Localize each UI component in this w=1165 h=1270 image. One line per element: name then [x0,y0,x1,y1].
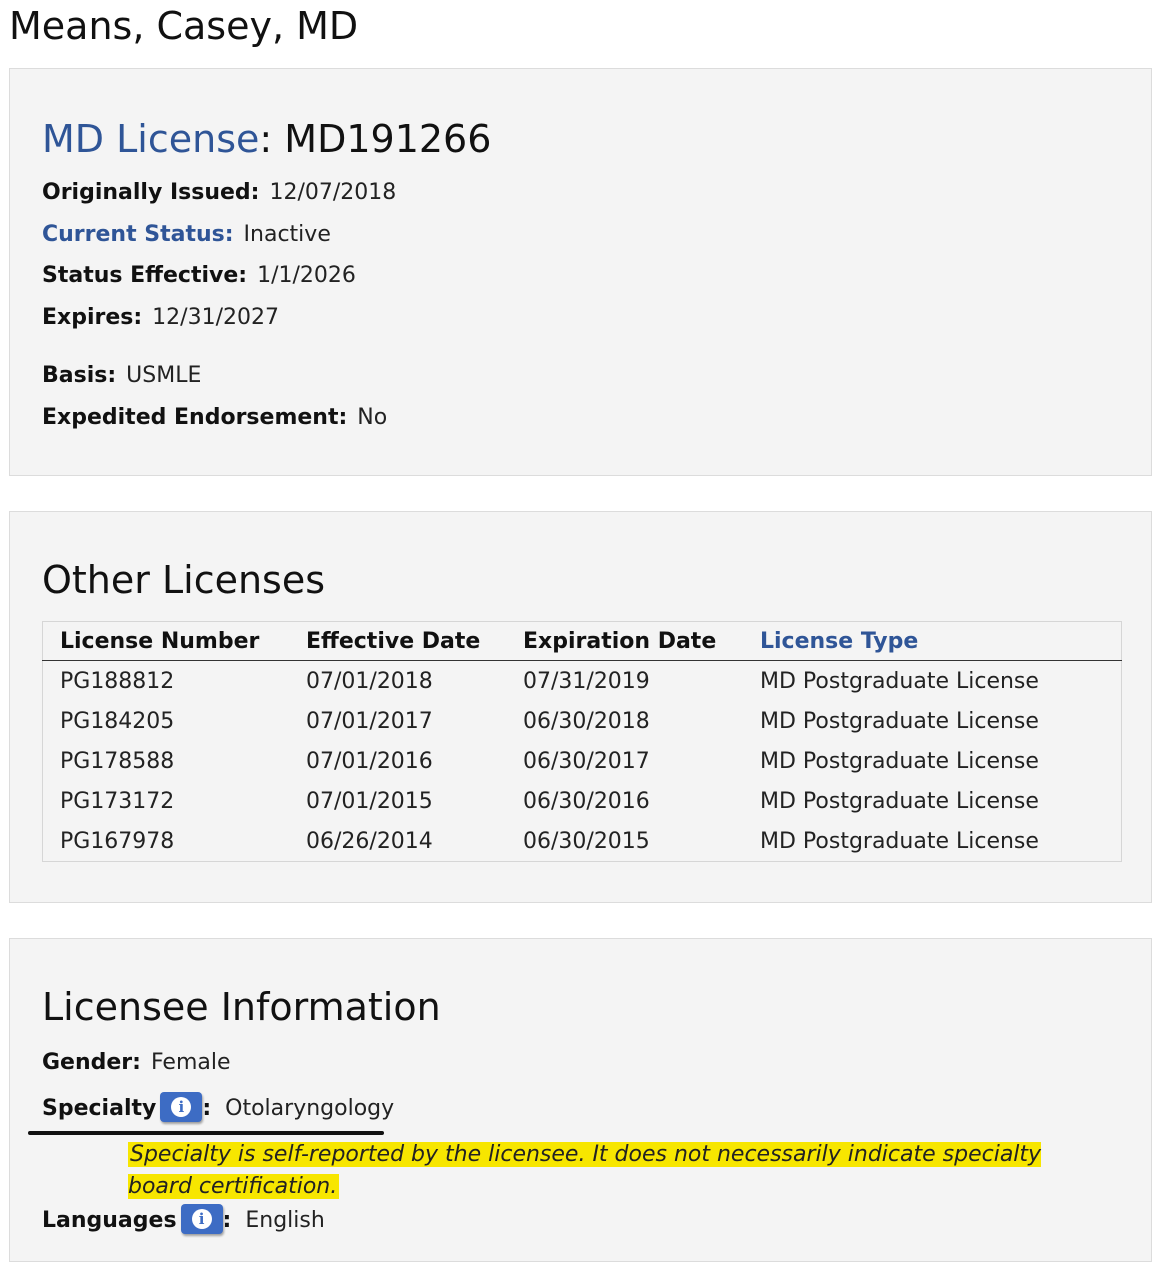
specialty-label: Specialty [42,1096,157,1121]
page-title: Means, Casey, MD [9,4,359,48]
expedited-row [42,405,387,430]
cell-license-type: MD Postgraduate License [760,788,1039,814]
specialty-info-button[interactable] [160,1092,202,1122]
expires-value: 12/31/2027 [152,305,279,330]
table-row [43,821,1122,862]
table-header-row [43,622,1122,661]
languages-value: English [245,1208,325,1233]
table-row [43,781,1122,821]
current-status-link[interactable]: Current Status: [42,222,234,247]
column-expiration-date: Expiration Date [506,622,743,661]
cell-license-number: PG178588 [60,748,175,774]
column-effective-date: Effective Date [289,622,506,661]
cell-license-number: PG167978 [60,828,175,854]
table-row [43,741,1122,781]
basis-value: USMLE [126,363,202,388]
other-licenses-panel [9,511,1152,903]
cell-license-type: MD Postgraduate License [760,748,1039,774]
table-row [43,661,1122,702]
license-heading [42,117,491,161]
md-license-link[interactable]: MD License [42,117,260,161]
license-heading-separator: : [259,117,273,161]
status-effective-row [42,263,356,288]
languages-info-button[interactable] [181,1204,223,1234]
other-licenses-heading: Other Licenses [42,558,326,602]
current-status-row [42,222,331,247]
cell-license-number: PG173172 [60,788,175,814]
languages-colon: : [222,1208,232,1233]
gender-label: Gender: [42,1050,141,1075]
current-status-value: Inactive [243,222,331,247]
expires-label: Expires: [42,305,143,330]
specialty-disclaimer [128,1139,1108,1203]
cell-effective-date: 06/26/2014 [306,828,433,854]
cell-license-number: PG188812 [60,668,175,694]
cell-expiration-date: 06/30/2016 [523,788,650,814]
originally-issued-value: 12/07/2018 [269,180,397,205]
cell-expiration-date: 06/30/2017 [523,748,650,774]
specialty-colon: : [202,1096,212,1121]
cell-license-type: MD Postgraduate License [760,668,1039,694]
specialty-disclaimer-text: Specialty is self-reported by the licensee. It does not necessarily indicate specialty board certification. [128,1142,1042,1199]
cell-effective-date: 07/01/2016 [306,748,433,774]
gender-value: Female [150,1050,231,1075]
cell-expiration-date: 06/30/2018 [523,708,650,734]
basis-row [42,363,201,388]
status-effective-label: Status Effective: [42,263,248,288]
license-panel [9,68,1152,476]
other-licenses-table [42,621,1122,862]
table-row [43,701,1122,741]
cell-expiration-date: 06/30/2015 [523,828,650,854]
licensee-info-heading: Licensee Information [42,985,441,1029]
cell-license-type: MD Postgraduate License [760,828,1039,854]
expedited-label: Expedited Endorsement: [42,405,348,430]
info-icon: i [192,1209,212,1229]
cell-effective-date: 07/01/2018 [306,668,433,694]
specialty-value: Otolaryngology [225,1096,395,1121]
originally-issued-label: Originally Issued: [42,180,260,205]
gender-row [42,1050,231,1075]
expedited-value: No [357,405,388,430]
status-effective-value: 1/1/2026 [257,263,356,288]
originally-issued-row [42,180,396,205]
cell-effective-date: 07/01/2017 [306,708,433,734]
licensee-info-panel [9,938,1152,1262]
annotation-underline [28,1131,384,1135]
cell-expiration-date: 07/31/2019 [523,668,650,694]
license-number: MD191266 [284,117,492,161]
cell-license-type: MD Postgraduate License [760,708,1039,734]
expires-row [42,305,279,330]
specialty-row [42,1094,394,1124]
languages-label: Languages [42,1208,177,1233]
column-license-number: License Number [43,622,290,661]
cell-effective-date: 07/01/2015 [306,788,433,814]
cell-license-number: PG184205 [60,708,175,734]
basis-label: Basis: [42,363,117,388]
info-icon: i [171,1097,191,1117]
languages-row [42,1206,325,1236]
column-license-type-link[interactable]: License Type [743,622,1122,661]
